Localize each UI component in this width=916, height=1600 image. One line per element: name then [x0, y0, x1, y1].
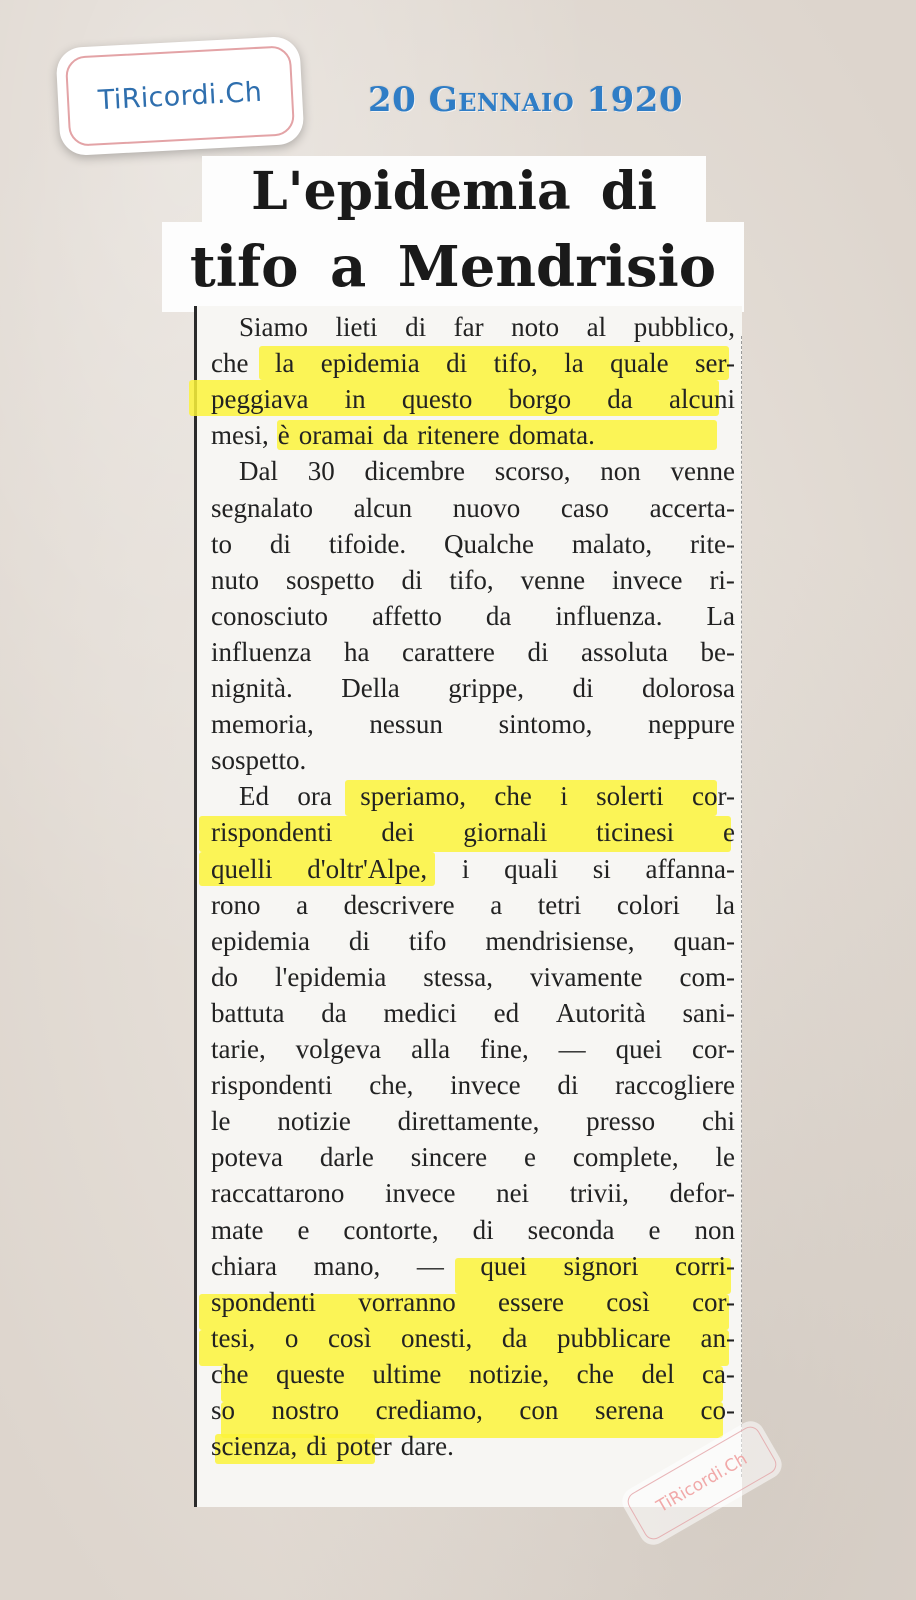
article-word: non [694, 1214, 735, 1245]
article-word: contorte, [343, 1214, 439, 1245]
article-word: così [327, 1322, 372, 1353]
article-word: tifoide. [328, 528, 407, 559]
article-word: ha [343, 636, 370, 667]
article-word: darle [319, 1142, 374, 1173]
article-word: Siamo [239, 312, 309, 342]
article-word: onesti, [401, 1322, 473, 1353]
article-word: mano, [313, 1250, 381, 1281]
article-word: presso [586, 1106, 656, 1137]
article-line [211, 382, 735, 416]
article-word: carattere [402, 636, 495, 667]
article-date: 20 Gennaio 1920 [368, 80, 684, 120]
article-word: venne [670, 456, 735, 487]
article-word: che, [369, 1070, 414, 1101]
article-word: le [211, 1106, 231, 1137]
article-line [211, 418, 735, 452]
article-line [211, 1357, 735, 1391]
article-word: che [494, 781, 532, 812]
article-word: di [306, 1431, 328, 1462]
article-word: influenza [211, 636, 312, 667]
article-word: raccogliere [615, 1070, 735, 1101]
article-word: peggiava [211, 384, 309, 415]
article-line [211, 635, 735, 669]
article-line [211, 888, 735, 922]
article-word: alcun [353, 492, 413, 523]
article-word: chiara [211, 1250, 277, 1281]
article-word: memoria, [211, 709, 314, 740]
article-line [211, 707, 735, 741]
article-line [211, 491, 735, 525]
article-line [211, 1032, 735, 1066]
article-word: la [715, 889, 735, 920]
article-word: alla [411, 1034, 451, 1064]
article-word: alcuni [668, 384, 735, 415]
article-line [211, 1393, 735, 1427]
article-word: noto [511, 312, 560, 342]
article-line [211, 527, 735, 561]
article-word: dei [381, 817, 415, 848]
article-word: complete, [572, 1142, 679, 1173]
article-word: nignità. [211, 673, 293, 703]
article-word: segnalato [211, 492, 313, 523]
article-word: defor- [669, 1178, 735, 1209]
article-line [211, 852, 735, 886]
article-word: — [416, 1250, 444, 1281]
article-word: rite- [689, 528, 735, 559]
article-word: ultime [372, 1358, 442, 1389]
article-word: dicembre [364, 456, 465, 487]
article-word: Dal [239, 456, 278, 487]
article-word: volgeva [295, 1034, 382, 1064]
article-word: signori [563, 1250, 639, 1281]
article-word: l'epidemia [274, 961, 387, 992]
article-line [211, 454, 735, 488]
article-word: ed [493, 997, 520, 1028]
article-word: di [557, 1070, 579, 1101]
article-word: a [296, 889, 309, 920]
article-word: invece [450, 1070, 521, 1101]
article-word: affanna- [645, 853, 735, 884]
article-line [211, 1104, 735, 1138]
article-word: nessun [369, 709, 443, 740]
article-word: medici [383, 997, 457, 1028]
article-word: do [211, 961, 238, 992]
article-word: i [560, 781, 568, 812]
article-word: quelli [211, 853, 273, 884]
article-word: colori [616, 889, 680, 920]
article-word: oramai [298, 420, 374, 451]
article-word: an- [700, 1322, 735, 1353]
article-word: la [274, 348, 295, 379]
article-word: questo [401, 384, 473, 415]
article-word: rispondenti [211, 1070, 333, 1101]
article-word: 30 [307, 456, 335, 487]
article-word: crediamo, [375, 1395, 483, 1425]
article-word: venne [520, 564, 586, 595]
article-word: chi [701, 1106, 735, 1137]
article-word: caso [560, 492, 609, 523]
article-line [211, 1429, 735, 1463]
article-word: che [211, 348, 249, 379]
article-word: Autorità [555, 997, 646, 1028]
site-logo [55, 36, 304, 157]
article-word: nuovo [452, 492, 521, 523]
headline-line-1-box [202, 156, 706, 226]
article-word: fine, [480, 1034, 529, 1064]
article-word: vivamente [530, 961, 643, 992]
article-word: scorso, [494, 456, 571, 487]
article-word: notizie, [468, 1358, 550, 1389]
article-word: da [485, 600, 512, 631]
article-line [211, 1176, 735, 1210]
article-word: Della [341, 673, 400, 703]
article-line [211, 924, 735, 958]
article-word: si [592, 853, 611, 884]
article-word: è [277, 420, 290, 451]
article-word: affetto [371, 600, 442, 631]
article-word: invece [385, 1178, 456, 1209]
article-word: cor- [692, 1034, 735, 1064]
article-word: conosciuto [211, 600, 328, 631]
article-word: invece [612, 564, 683, 595]
article-word: essere [498, 1286, 564, 1317]
article-line [211, 1068, 735, 1102]
article-line [211, 1285, 735, 1319]
article-word: da [321, 997, 347, 1028]
article-word: i [461, 853, 470, 884]
article-word: — [558, 1034, 586, 1064]
article-word: lieti [335, 312, 378, 342]
article-word: quale [610, 348, 669, 379]
article-clipping [194, 306, 742, 1507]
article-word: cor- [692, 781, 735, 812]
article-word: sintomo, [498, 709, 593, 740]
article-word: che [211, 1358, 249, 1389]
article-line [211, 563, 735, 597]
article-word: tetri [537, 889, 582, 920]
article-word: pubblico, [633, 312, 735, 342]
article-word: so [211, 1395, 236, 1425]
headline-line-2-box [162, 222, 744, 312]
article-word: mendrisiense, [485, 925, 635, 956]
article-word: assoluta [580, 636, 668, 667]
article-line [211, 960, 735, 994]
article-word: influenza. [555, 600, 663, 631]
article-word: queste [275, 1358, 345, 1389]
article-word: le [715, 1142, 735, 1173]
article-line [211, 815, 735, 849]
article-word: domata. [508, 420, 595, 451]
article-line [211, 1249, 735, 1283]
article-word: direttamente, [397, 1106, 540, 1137]
article-word: serena [594, 1395, 664, 1425]
article-word: giornali [463, 817, 548, 848]
article-word: non [600, 456, 641, 487]
article-line [211, 671, 735, 705]
article-word: cor- [692, 1286, 735, 1317]
article-word: e [722, 817, 735, 848]
article-word: vorranno [358, 1286, 456, 1317]
article-word: dare. [400, 1431, 454, 1462]
article-word: da [382, 420, 409, 451]
article-word: di [472, 1214, 494, 1245]
article-word: poteva [211, 1142, 283, 1173]
article-word: epidemia [320, 348, 420, 379]
article-word: nostro [271, 1395, 340, 1425]
watermark-text: TiRicordi.Ch [653, 1449, 751, 1517]
article-word: be- [700, 636, 735, 667]
article-word: tifo [408, 925, 447, 956]
article-word: far [453, 312, 484, 342]
article-word: di [527, 636, 549, 667]
article-word: di [269, 528, 291, 559]
article-word: tifo, [449, 564, 494, 595]
article-line [211, 599, 735, 633]
article-word: ca- [701, 1358, 735, 1389]
article-word: ticinesi [596, 817, 675, 848]
article-word: ritenere [417, 420, 500, 451]
article-word: e [648, 1214, 661, 1245]
article-line [211, 1213, 735, 1247]
article-word: borgo [508, 384, 572, 415]
article-word: com- [679, 961, 735, 992]
article-word: accerta- [649, 492, 735, 523]
article-word: nei [496, 1178, 530, 1209]
article-word: dolorosa [641, 673, 735, 703]
article-word: da [501, 1322, 528, 1353]
article-word: di [446, 348, 468, 379]
article-word: battuta [211, 997, 285, 1028]
article-word: tarie, [211, 1034, 266, 1064]
article-word: con [519, 1395, 559, 1425]
article-word: sospetto. [211, 745, 307, 776]
article-word: rispondenti [211, 817, 333, 848]
article-word: trivii, [569, 1178, 629, 1209]
article-word: mesi, [211, 420, 269, 451]
article-word: di [572, 673, 594, 703]
article-word: quei [615, 1034, 663, 1064]
article-word: ri- [709, 564, 735, 595]
article-word: sani- [682, 997, 735, 1028]
article-word: co- [700, 1395, 735, 1425]
article-word: mate [211, 1214, 264, 1245]
article-word: sincere [410, 1142, 488, 1173]
article-word: malato, [571, 528, 653, 559]
article-word: stessa, [423, 961, 494, 992]
article-word: tesi, [211, 1322, 256, 1353]
article-line [211, 779, 735, 813]
article-line [211, 996, 735, 1030]
article-word: solerti [596, 781, 664, 812]
article-word: di [401, 564, 423, 595]
article-word: raccattarono [211, 1178, 345, 1209]
article-word: in [344, 384, 366, 415]
article-word: di [348, 925, 370, 956]
article-word: Qualche [443, 528, 534, 559]
article-word: la [564, 348, 584, 379]
article-word: seconda [527, 1214, 615, 1245]
headline-line-2: tifo a Mendrisio [189, 234, 717, 300]
article-word: nuto [211, 564, 260, 595]
article-word: grippe, [448, 673, 524, 703]
article-word: ora [297, 781, 332, 812]
article-line [211, 1140, 735, 1174]
article-line [211, 743, 735, 777]
headline-line-1: L'epidemia di [251, 160, 657, 222]
article-word: corri- [675, 1250, 735, 1281]
article-line [211, 1321, 735, 1355]
article-word: notizie [277, 1106, 351, 1137]
article-word: La [706, 600, 735, 631]
article-word: da [607, 384, 633, 415]
article-word: del [641, 1358, 675, 1389]
logo-frame [65, 45, 295, 147]
article-word: rono [211, 889, 261, 920]
article-word: al [586, 312, 607, 342]
article-word: che [576, 1358, 615, 1389]
article-word: a [490, 889, 503, 920]
headline [162, 156, 744, 312]
article-line [211, 310, 735, 344]
column-rule [741, 336, 742, 1477]
article-word: così [606, 1286, 650, 1317]
article-word: e [524, 1142, 537, 1173]
article-word: di [405, 312, 427, 342]
article-word: poter [336, 1431, 392, 1462]
article-word: o [284, 1322, 299, 1353]
article-word: quan- [673, 925, 735, 956]
article-line [211, 346, 735, 380]
article-word: scienza, [211, 1431, 298, 1462]
article-word: tifo, [493, 348, 538, 379]
article-word: e [297, 1214, 310, 1245]
article-word: neppure [648, 709, 735, 740]
article-word: descrivere [343, 889, 455, 920]
article-word: sospetto [285, 564, 375, 595]
logo-text: TiRicordi.Ch [97, 76, 263, 116]
article-word: speriamo, [360, 781, 466, 812]
article-word: to [211, 528, 233, 559]
article-word: ser- [695, 348, 735, 379]
article-word: d'oltr'Alpe, [307, 853, 428, 884]
article-word: pubblicare [556, 1322, 671, 1353]
article-word: quei [480, 1250, 527, 1281]
article-word: epidemia [211, 925, 310, 956]
article-word: quali [504, 853, 559, 884]
article-word: spondenti [211, 1286, 316, 1317]
article-word: Ed [239, 781, 269, 812]
